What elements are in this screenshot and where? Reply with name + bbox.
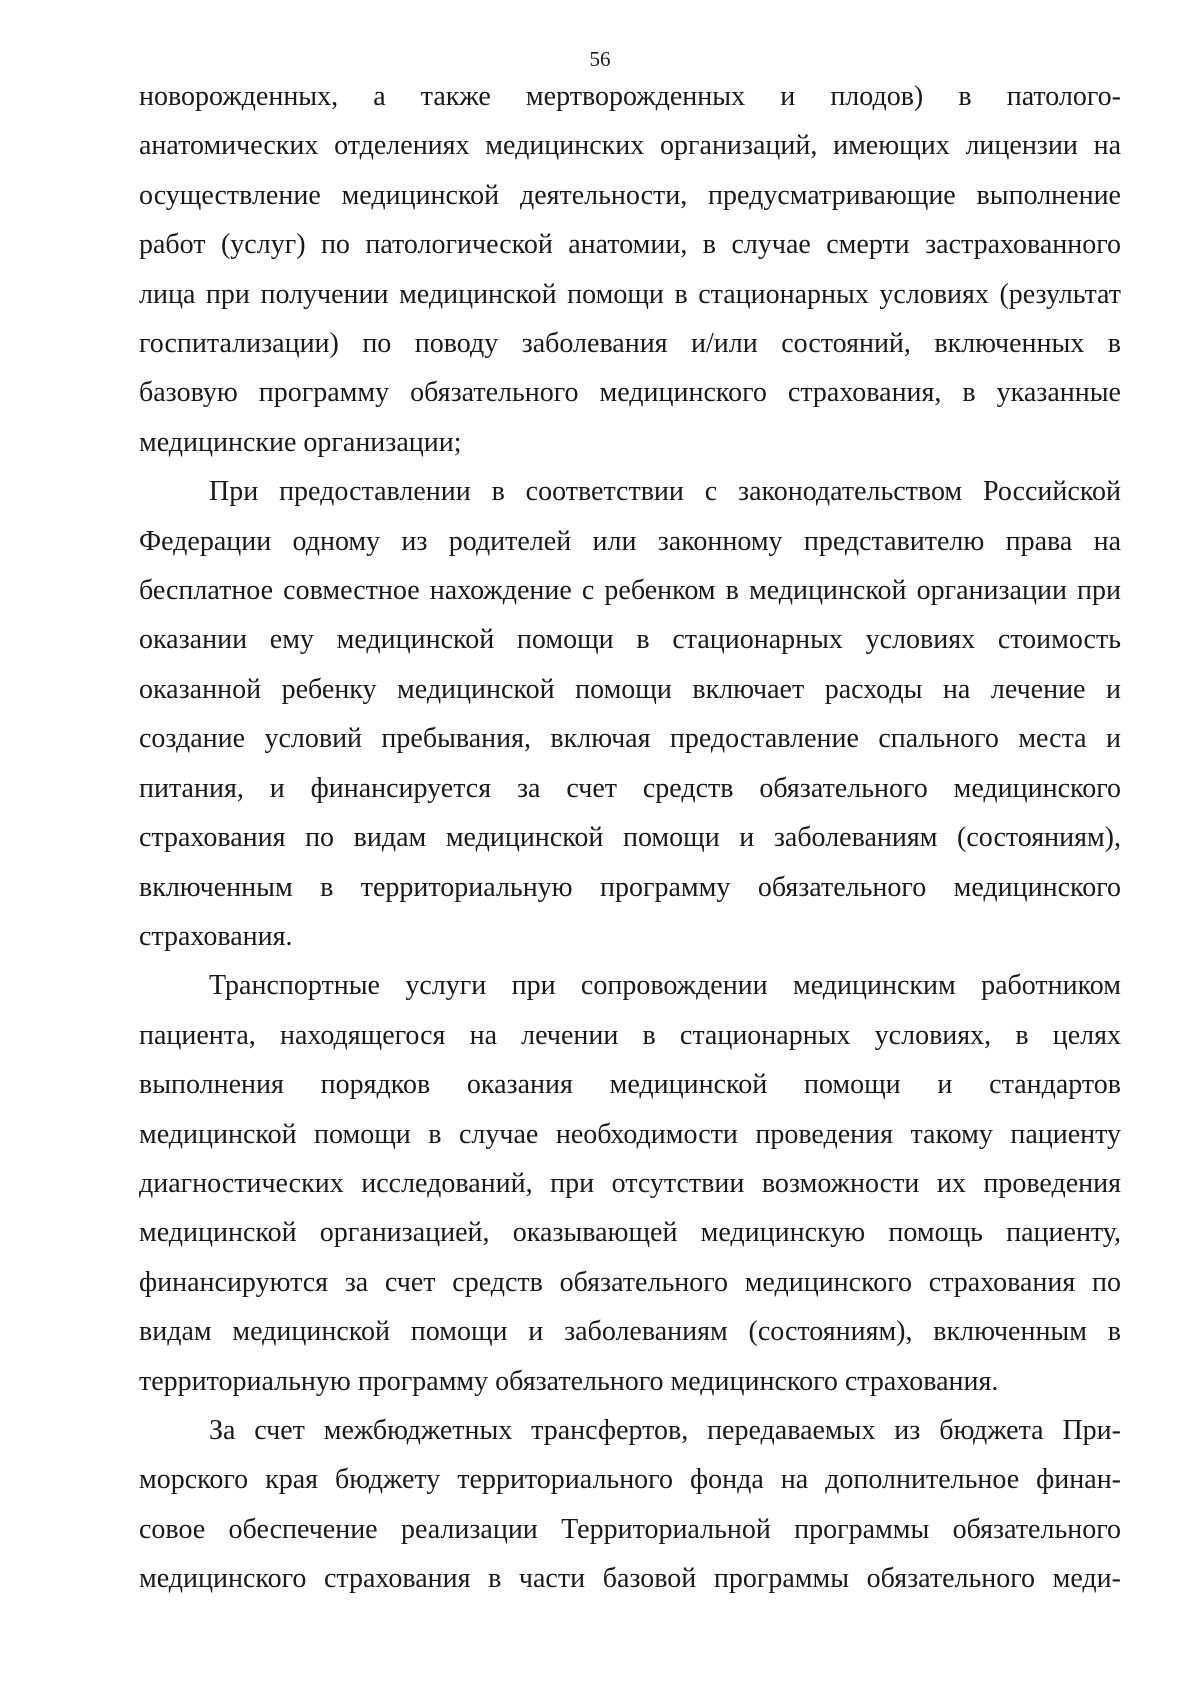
text-line: включенным в территориальную программу обязательного медицинского — [139, 871, 1121, 903]
text-line: госпитализации) по поводу заболевания и/или состояний, включенных в — [139, 328, 1121, 360]
text-line: работ (услуг) по патологической анатомии, в случае смерти застрахованного — [139, 229, 1121, 261]
text-line: страхования. — [139, 920, 293, 952]
paragraph-3 — [139, 961, 1121, 1406]
text-line: финансируются за счет средств обязательного медицинского страхования по — [139, 1266, 1121, 1298]
text-line: создание условий пребывания, включая предоставление спального места и — [139, 723, 1121, 755]
text-line: За счет межбюджетных трансфертов, передаваемых из бюджета При- — [209, 1414, 1121, 1446]
text-line: оказании ему медицинской помощи в стационарных условиях стоимость — [139, 624, 1121, 656]
text-line: базовую программу обязательного медицинского страхования, в указанные — [139, 377, 1121, 409]
text-line: медицинской организацией, оказывающей медицинскую помощь пациенту, — [139, 1217, 1121, 1249]
text-line: морского края бюджету территориального фонда на дополнительное финан- — [139, 1464, 1121, 1496]
text-line: питания, и финансируется за счет средств обязательного медицинского — [139, 772, 1121, 804]
paragraph-2 — [139, 467, 1121, 961]
text-line: Транспортные услуги при сопровождении медицинским работником — [209, 970, 1121, 1002]
text-line: диагностических исследований, при отсутствии возможности их проведения — [139, 1167, 1121, 1199]
text-line: При предоставлении в соответствии с законодательством Российской — [209, 476, 1121, 508]
text-line: новорожденных, а также мертворожденных и плодов) в патолого- — [139, 81, 1121, 112]
page-number: 56 — [589, 47, 611, 71]
paragraph-4 — [139, 1406, 1121, 1604]
text-line: совое обеспечение реализации Территориальной программы обязательного — [139, 1513, 1121, 1545]
text-line: медицинской помощи в случае необходимости проведения такому пациенту — [139, 1118, 1121, 1150]
body-text — [139, 72, 1121, 1604]
text-line: осуществление медицинской деятельности, предусматривающие выполнение — [139, 179, 1121, 211]
paragraph-1 — [139, 72, 1121, 467]
text-line: оказанной ребенку медицинской помощи включает расходы на лечение и — [139, 673, 1121, 705]
text-line: медицинские организации; — [139, 426, 462, 458]
text-line: анатомических отделениях медицинских организаций, имеющих лицензии на — [139, 130, 1121, 162]
text-line: территориальную программу обязательного медицинского страхования. — [139, 1365, 999, 1397]
text-line: страхования по видам медицинской помощи и заболеваниям (состояниям), — [139, 822, 1121, 854]
text-line: пациента, находящегося на лечении в стационарных условиях, в целях — [139, 1019, 1121, 1051]
text-line: медицинского страхования в части базовой программы обязательного меди- — [139, 1563, 1121, 1595]
text-line: бесплатное совместное нахождение с ребенком в медицинской организации при — [139, 575, 1121, 607]
text-line: видам медицинской помощи и заболеваниям (состояниям), включенным в — [139, 1316, 1121, 1348]
text-line: Федерации одному из родителей или законному представителю права на — [139, 525, 1121, 557]
text-line: выполнения порядков оказания медицинской помощи и стандартов — [139, 1069, 1121, 1101]
text-line: лица при получении медицинской помощи в стационарных условиях (результат — [139, 278, 1121, 310]
